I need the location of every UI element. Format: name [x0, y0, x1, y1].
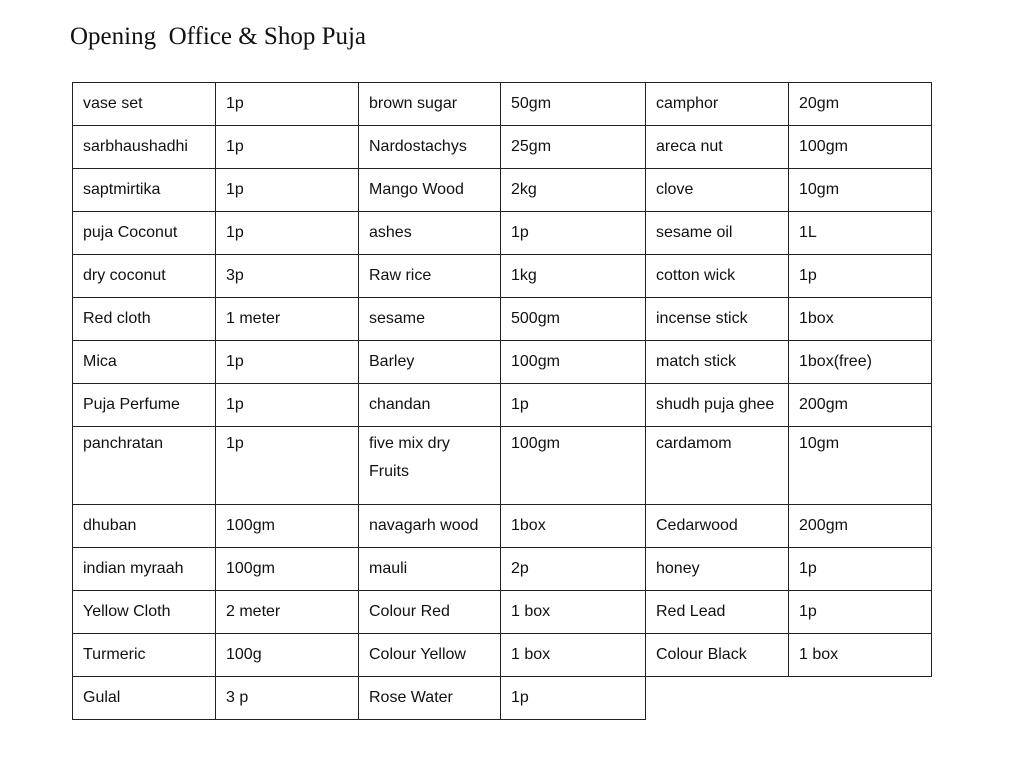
item-name-cell: mauli: [359, 548, 501, 591]
table-row: [73, 212, 932, 255]
item-quantity-cell: 1p: [216, 384, 359, 427]
item-name-cell: sesame: [359, 298, 501, 341]
table-row: [73, 126, 932, 169]
item-name-cell: shudh puja ghee: [646, 384, 789, 427]
item-quantity-cell: 1p: [789, 591, 932, 634]
table-row: [73, 548, 932, 591]
item-quantity-cell: 500gm: [501, 298, 646, 341]
item-name-cell: Raw rice: [359, 255, 501, 298]
item-quantity-cell: 1p: [216, 341, 359, 384]
item-name-cell: Nardostachys: [359, 126, 501, 169]
item-quantity-cell: 200gm: [789, 384, 932, 427]
item-name-cell: Mica: [73, 341, 216, 384]
puja-items-table: [72, 82, 932, 720]
table-row: [73, 384, 932, 427]
item-name-cell: Colour Black: [646, 634, 789, 677]
item-quantity-cell: 1p: [216, 169, 359, 212]
table-row: [73, 83, 932, 126]
item-quantity-cell: 1p: [501, 212, 646, 255]
item-quantity-cell: 1 box: [501, 634, 646, 677]
item-name-cell: cardamom: [646, 427, 789, 505]
table-row: [73, 341, 932, 384]
table-row: [73, 591, 932, 634]
item-quantity-cell: 1box: [501, 505, 646, 548]
item-quantity-cell: 1kg: [501, 255, 646, 298]
item-quantity-cell: 1box: [789, 298, 932, 341]
item-name-cell: Barley: [359, 341, 501, 384]
item-quantity-cell: 3p: [216, 255, 359, 298]
item-name-cell: indian myraah: [73, 548, 216, 591]
item-name-cell: panchratan: [73, 427, 216, 505]
item-quantity-cell: 1p: [501, 677, 646, 720]
item-name-cell: chandan: [359, 384, 501, 427]
table-row: [73, 505, 932, 548]
item-name-cell: sesame oil: [646, 212, 789, 255]
item-name-cell: cotton wick: [646, 255, 789, 298]
item-quantity-cell: 100gm: [501, 427, 646, 505]
item-quantity-cell: 1 box: [501, 591, 646, 634]
item-name-cell: Colour Yellow: [359, 634, 501, 677]
item-name-cell: five mix dry Fruits: [359, 427, 501, 505]
empty-cell: [789, 677, 932, 720]
item-quantity-cell: 1p: [216, 212, 359, 255]
table-row: [73, 255, 932, 298]
item-name-cell: Puja Perfume: [73, 384, 216, 427]
item-quantity-cell: 2p: [501, 548, 646, 591]
table-row: [73, 634, 932, 677]
item-name-cell: honey: [646, 548, 789, 591]
item-name-cell: dhuban: [73, 505, 216, 548]
item-name-cell: match stick: [646, 341, 789, 384]
item-quantity-cell: 100gm: [501, 341, 646, 384]
item-quantity-cell: 1p: [216, 427, 359, 505]
item-name-cell: puja Coconut: [73, 212, 216, 255]
item-quantity-cell: 1 meter: [216, 298, 359, 341]
item-name-cell: brown sugar: [359, 83, 501, 126]
item-quantity-cell: 200gm: [789, 505, 932, 548]
item-quantity-cell: 3 p: [216, 677, 359, 720]
item-quantity-cell: 1p: [216, 126, 359, 169]
item-quantity-cell: 1p: [216, 83, 359, 126]
item-quantity-cell: 1p: [789, 548, 932, 591]
item-name-cell: camphor: [646, 83, 789, 126]
table-row: [73, 427, 932, 505]
table-row: [73, 169, 932, 212]
item-name-cell: vase set: [73, 83, 216, 126]
item-name-cell: Red cloth: [73, 298, 216, 341]
table-body: [73, 83, 932, 720]
item-name-cell: saptmirtika: [73, 169, 216, 212]
item-quantity-cell: 1p: [789, 255, 932, 298]
item-quantity-cell: 10gm: [789, 427, 932, 505]
item-name-cell: clove: [646, 169, 789, 212]
item-quantity-cell: 100g: [216, 634, 359, 677]
item-name-cell: sarbhaushadhi: [73, 126, 216, 169]
item-quantity-cell: 1 box: [789, 634, 932, 677]
item-name-cell: dry coconut: [73, 255, 216, 298]
item-name-cell: Cedarwood: [646, 505, 789, 548]
table-row: [73, 677, 932, 720]
item-name-cell: Red Lead: [646, 591, 789, 634]
item-name-cell: ashes: [359, 212, 501, 255]
item-quantity-cell: 100gm: [216, 548, 359, 591]
item-name-cell: areca nut: [646, 126, 789, 169]
item-quantity-cell: 2 meter: [216, 591, 359, 634]
item-quantity-cell: 20gm: [789, 83, 932, 126]
empty-cell: [646, 677, 789, 720]
item-quantity-cell: 10gm: [789, 169, 932, 212]
item-quantity-cell: 1box(free): [789, 341, 932, 384]
item-name-cell: Turmeric: [73, 634, 216, 677]
item-name-cell: Rose Water: [359, 677, 501, 720]
table-row: [73, 298, 932, 341]
item-quantity-cell: 50gm: [501, 83, 646, 126]
item-quantity-cell: 100gm: [216, 505, 359, 548]
item-name-cell: Gulal: [73, 677, 216, 720]
item-quantity-cell: 2kg: [501, 169, 646, 212]
item-name-cell: Yellow Cloth: [73, 591, 216, 634]
item-name-cell: navagarh wood: [359, 505, 501, 548]
item-quantity-cell: 1L: [789, 212, 932, 255]
item-quantity-cell: 100gm: [789, 126, 932, 169]
item-quantity-cell: 1p: [501, 384, 646, 427]
item-name-cell: incense stick: [646, 298, 789, 341]
page-title: Opening Office & Shop Puja: [70, 23, 367, 50]
item-name-cell: Mango Wood: [359, 169, 501, 212]
item-name-cell: Colour Red: [359, 591, 501, 634]
item-quantity-cell: 25gm: [501, 126, 646, 169]
